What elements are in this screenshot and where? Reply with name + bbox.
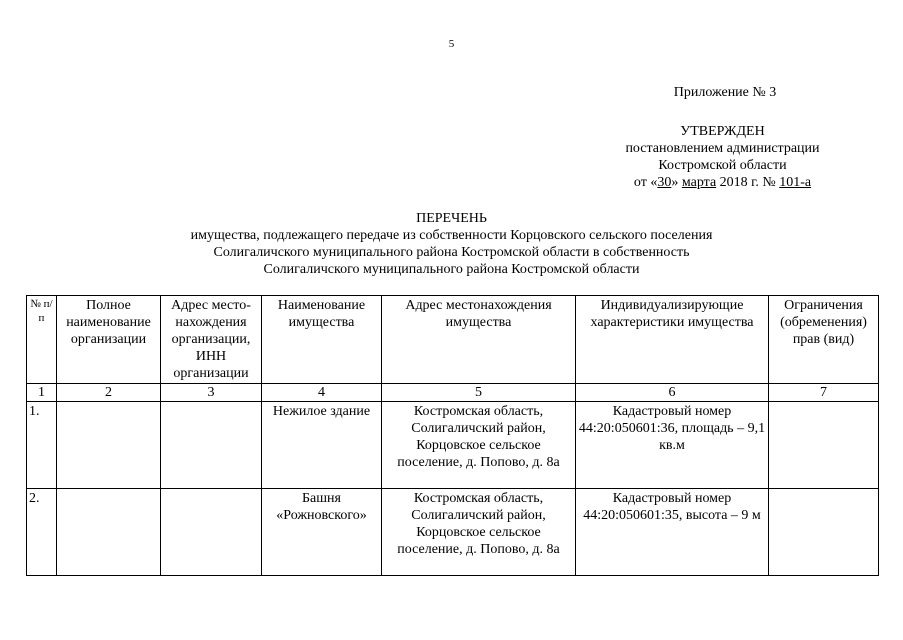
column-number: 6 — [576, 384, 769, 402]
approval-block — [600, 123, 845, 191]
column-number: 7 — [769, 384, 879, 402]
column-number: 5 — [382, 384, 576, 402]
column-number: 2 — [57, 384, 161, 402]
header-cell-num: № п/п — [27, 296, 57, 384]
page-number: 5 — [448, 38, 455, 50]
column-number: 4 — [262, 384, 382, 402]
header-cell-org-name: Полное наименование организации — [57, 296, 161, 384]
approval-date-line — [600, 174, 845, 191]
cell-org-address — [161, 489, 262, 576]
column-number: 1 — [27, 384, 57, 402]
cell-restrictions — [769, 489, 879, 576]
cell-property-address: Костромская область, Солигаличский район, Корцовское сельское поселение, д. Попово, д. 8а — [382, 489, 576, 576]
property-table — [26, 295, 879, 576]
approval-day: 30 — [657, 175, 672, 190]
table-row — [27, 402, 879, 489]
cell-property-address: Костромская область, Солигаличский район, Корцовское сельское поселение, д. Попово, д. 8а — [382, 402, 576, 489]
date-close: » — [671, 175, 682, 190]
document-title — [0, 210, 903, 278]
cell-property-name: Нежилое здание — [262, 402, 382, 489]
header-row — [27, 296, 879, 384]
approval-month: марта — [681, 175, 717, 190]
cell-org-name — [57, 489, 161, 576]
approval-line-1: постановлением администрации — [625, 141, 820, 156]
row-number: 1. — [27, 402, 57, 489]
cell-org-name — [57, 402, 161, 489]
approval-heading: УТВЕРЖДЕН — [680, 124, 765, 139]
cell-restrictions — [769, 402, 879, 489]
header-cell-org-address: Адрес место-нахождения организации, ИНН организации — [161, 296, 262, 384]
header-cell-property-address: Адрес местонахождения имущества — [382, 296, 576, 384]
header-cell-restrictions: Ограничения (обременения) прав (вид) — [769, 296, 879, 384]
approval-year: 2018 г. № — [716, 175, 780, 190]
header-cell-property-name: Наименование имущества — [262, 296, 382, 384]
title-line-3: Солигаличского муниципального района Костромской области в собственность — [213, 245, 690, 260]
title-line-4: Солигаличского муниципального района Костромской области — [263, 262, 640, 277]
row-number: 2. — [27, 489, 57, 576]
date-prefix: от « — [633, 175, 658, 190]
column-number: 3 — [161, 384, 262, 402]
cell-characteristics: Кадастровый номер 44:20:050601:35, высота – 9 м — [576, 489, 769, 576]
table-row — [27, 489, 879, 576]
approval-number: 101-а — [779, 175, 812, 190]
column-number-row — [27, 384, 879, 402]
cell-org-address — [161, 402, 262, 489]
appendix-label: Приложение № 3 — [673, 85, 777, 100]
title-line-2: имущества, подлежащего передаче из собственности Корцовского сельского поселения — [190, 228, 713, 243]
cell-characteristics: Кадастровый номер 44:20:050601:36, площадь – 9,1 кв.м — [576, 402, 769, 489]
title-line-1: ПЕРЕЧЕНЬ — [416, 211, 487, 226]
approval-line-2: Костромской области — [658, 158, 787, 173]
header-cell-characteristics: Индивидуализирующие характеристики имущества — [576, 296, 769, 384]
cell-property-name: Башня «Рожновского» — [262, 489, 382, 576]
